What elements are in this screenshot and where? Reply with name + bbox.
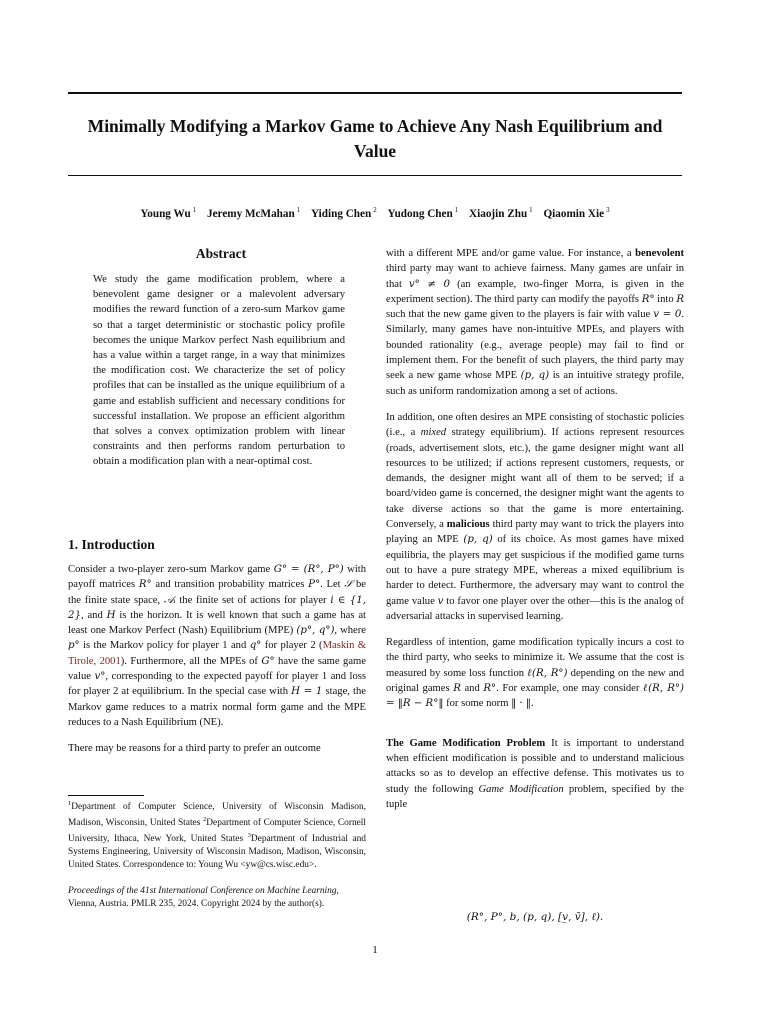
footnote-rule	[68, 795, 144, 796]
right-paragraph-3: Regardless of intention, game modification typically incurs a cost to the third party, who seeks to minimize it. We assume that the cost is measured by some loss function ℓ(R, R°) depending on the new and original games R and R°. For example, one may consider ℓ(R, R°) = ‖R − R°‖ for some norm ‖ · ‖.	[386, 637, 685, 710]
author: Qiaomin Xie $^3$	[543, 206, 610, 220]
author: Young Wu $^1$	[140, 206, 197, 220]
left-column-body	[68, 562, 366, 768]
affiliations-footnote: $^1$Department of Computer Science, University of Wisconsin Madison, Madison, Wisconsin, United States $^2$Department of Computer Science, Cornell University, Ithaca, New York, United States $^3$Department of Industrial and Systems Engineering, University of Wisconsin Madison, Madison, Wisconsin, United States. Correspondence to: Young Wu <yw@cs.wisc.edu>.	[68, 800, 366, 870]
title-bottom-rule	[68, 175, 682, 176]
author: Xiaojin Zhu $^1$	[469, 206, 533, 220]
problem-tuple: (R°, P°, b, (p, q), [v̲, v̄], ℓ).	[466, 911, 604, 923]
right-paragraph-1: with a different MPE and/or game value. For instance, a benevolent third party may want to achieve fairness. Many games are unfair in that v° ≠ 0 (an example, two-finger Morra, is given in the experiment section). The third party can modify the payoffs R° into R such that the new game given to the players is fair with value v = 0. Similarly, many games have non-intuitive MPEs, and players with bounded rationality (e.g., average people) may fail to find or implement them. For the benefit of such players, the third party may seek a new game whose MPE (p, q) is an intuitive strategy profile, such as uniform randomization among a set of actions.	[386, 248, 684, 397]
right-paragraph-4: The Game Modification Problem It is important to understand when efficient modification is possible and to understand malicious attacks so as to develop an effective defense. This motivates us to study the following Game Modification problem, specified by the tuple	[386, 737, 685, 810]
paper-title: Minimally Modifying a Markov Game to Achieve Any Nash Equilibrium and Value	[87, 116, 663, 161]
proceedings-note: Proceedings of the 41st International Conference on Machine Learning, Vienna, Austria. PMLR 235, 2024. Copyright 2024 by the author(s).	[68, 886, 339, 909]
author: Yiding Chen $^2$	[311, 206, 377, 220]
author: Yudong Chen $^1$	[387, 206, 459, 220]
abstract-heading: Abstract	[195, 246, 247, 261]
right-paragraph-2: In addition, one often desires an MPE consisting of stochastic policies (i.e., a mixed strategy equilibrium). If actions represent resources (roads, advertisement slots, etc.), the game designer might want all resources to be utilized; if actions represent customers, requests, or demands, the designer might want all of them to be served; if a board/video game is concerned, the designer might want the agents to take diverse actions so that the game is more entertaining. Conversely, a malicious third party may want to trick the players into playing an MPE (p, q) of its choice. As most games have mixed equilibria, the players may get suspicious if the modified game turns out to have a pure strategy MPE, whereas a mixed equilibrium is harder to detect. Furthermore, the adversary may want to control the game value v to favor one player over the other—this is the analog of adversarial attacks in supervised learning.	[386, 411, 685, 622]
right-column-body	[386, 246, 684, 823]
intro-paragraph-1: Consider a two-player zero-sum Markov game G° = (R°, P°) with payoff matrices R° and transition probability matrices P°. Let 𝒮 be the finite state space, 𝒜ᵢ the finite set of actions for player i ∈ {1, 2}, and H is the horizon. It is well known that such a game has at least one Markov Perfect (Nash) Equilibrium (MPE) (p°, q°), where p° is the Markov policy for player 1 and q° for player 2 (Maskin & Tirole, 2001). Furthermore, all the MPEs of G° have the same game value v°, corresponding to the expected payoff for player 1 and loss for player 2 at equilibrium. In the special case with H = 1 stage, the Markov game reduces to a matrix normal form game and the MPE reduces to a Nash Equilibrium (NE).	[68, 564, 367, 728]
page-number: 1	[372, 944, 378, 956]
author: Jeremy McMahan $^1$	[207, 206, 301, 220]
citation-link[interactable]: Maskin & Tirole, 2001	[68, 640, 367, 667]
abstract-text: We study the game modification problem, where a benevolent game designer or a malevolent adversary modifies the reward function of a zero-sum Markov game so that a target deterministic or stochastic policy profile becomes the unique Markov perfect Nash equilibrium and has a value within a target range, in a way that minimizes the modification cost. We characterize the set of policy profiles that can be installed as the unique equilibrium of a game and establish sufficient and necessary conditions for successful installation. We propose an efficient algorithm that solves a convex optimization problem with linear constraints and then performs random perturbation to obtain a modification plan with a near-optimal cost.	[93, 274, 345, 468]
introduction-heading: 1. Introduction	[68, 537, 155, 552]
author-list	[68, 203, 682, 221]
subsection-heading: The Game Modification Problem	[386, 737, 546, 749]
title-top-rule	[68, 92, 682, 94]
intro-paragraph-2: There may be reasons for a third party to prefer an outcome	[68, 743, 321, 755]
